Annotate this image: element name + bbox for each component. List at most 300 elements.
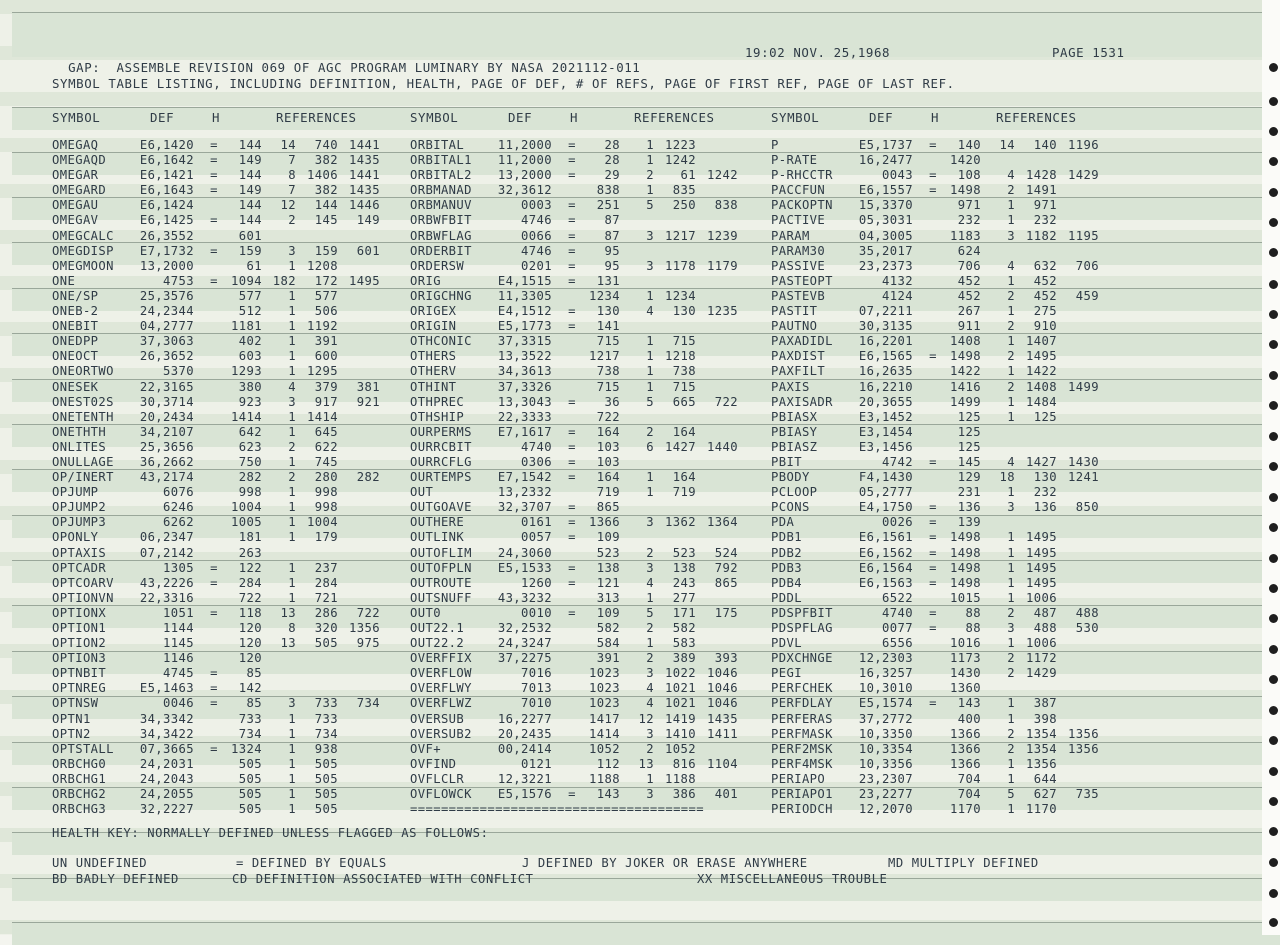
def-cell: E6,1421 [139, 168, 194, 183]
last-ref-cell: 1046 [707, 681, 738, 696]
last-ref-cell: 488 [1075, 605, 1099, 620]
first-ref-cell: 1414 [307, 409, 338, 424]
first-ref-cell: 1004 [307, 515, 338, 530]
first-ref-cell: 582 [672, 621, 696, 635]
def-page-cell: 140 [957, 138, 981, 152]
def-page-cell: 734 [238, 726, 262, 741]
health-cell: = [929, 621, 937, 635]
ref-count-cell: 4 [288, 379, 296, 394]
def-cell: 05,2777 [858, 485, 913, 500]
def-cell: E4,1515 [497, 273, 552, 288]
def-page-cell: 103 [596, 454, 620, 469]
ref-count-cell: 1 [1007, 409, 1015, 424]
first-ref-cell: 145 [314, 213, 338, 228]
key-badly: BD BADLY DEFINED [52, 872, 179, 886]
health-cell: = [568, 787, 576, 802]
def-page-cell: 144 [238, 213, 262, 228]
ref-count-cell: 1 [1007, 485, 1015, 500]
def-cell: 0201 [521, 258, 552, 273]
symbol-cell: ONEB-2 [52, 304, 99, 319]
symbol-cell: ORBITAL2 [410, 168, 472, 183]
first-ref-cell: 506 [314, 304, 338, 319]
ref-count-cell: 1 [288, 560, 296, 575]
def-page-cell: 88 [965, 621, 981, 635]
table-row [52, 742, 1212, 757]
first-ref-cell: 1188 [665, 771, 696, 786]
def-page-cell: 120 [238, 621, 262, 635]
first-ref-cell: 1406 [307, 168, 338, 183]
def-cell: 10,3350 [858, 726, 913, 741]
def-cell: 24,3060 [497, 545, 552, 560]
def-page-cell: 391 [596, 651, 620, 666]
def-cell: 20,3655 [858, 394, 913, 409]
symbol-table [52, 138, 1212, 817]
def-page-cell: 149 [238, 153, 262, 168]
first-ref-cell: 1354 [1026, 741, 1057, 756]
def-page-cell: 505 [238, 787, 262, 802]
def-page-cell: 1416 [950, 379, 981, 394]
symbol-cell: PERFCHEK [771, 681, 833, 696]
feed-hole [1269, 248, 1278, 257]
last-ref-cell: 1435 [349, 153, 380, 168]
symbol-cell: PASTEOPT [771, 273, 833, 288]
symbol-cell: PACTIVE [771, 213, 826, 228]
first-ref-cell: 505 [314, 787, 338, 802]
def-cell: 0066 [521, 228, 552, 243]
first-ref-cell: 1495 [1026, 575, 1057, 590]
ref-count-cell: 14 [280, 138, 296, 152]
first-ref-cell: 284 [314, 575, 338, 590]
table-row [52, 727, 1212, 742]
first-ref-cell: 505 [314, 636, 338, 651]
last-ref-cell: 735 [1075, 787, 1099, 802]
def-page-cell: 624 [957, 243, 981, 258]
symbol-cell: OMEGCALC [52, 228, 114, 243]
def-page-cell: 582 [596, 621, 620, 635]
first-ref-cell: 622 [314, 439, 338, 454]
ref-count-cell: 4 [646, 696, 654, 711]
def-cell: 7010 [521, 696, 552, 711]
symbol-cell: P-RHCCTR [771, 168, 833, 183]
last-ref-cell: 1235 [707, 304, 738, 319]
col1-ref-header: REFERENCES [276, 110, 357, 125]
def-page-cell: 164 [596, 424, 620, 439]
def-cell: 32,3707 [497, 500, 552, 515]
last-ref-cell: 1435 [349, 183, 380, 198]
def-cell: 13,2332 [497, 485, 552, 500]
symbol-cell: ORBCHG0 [52, 756, 107, 771]
def-cell: 4746 [521, 213, 552, 228]
symbol-cell: ONETENTH [52, 409, 114, 424]
ref-count-cell: 4 [1007, 258, 1015, 273]
health-cell: = [929, 575, 937, 590]
first-ref-cell: 452 [1033, 273, 1057, 288]
def-cell: E6,1563 [858, 575, 913, 590]
def-page-cell: 1498 [950, 575, 981, 590]
ref-count-cell: 1 [1007, 575, 1015, 590]
symbol-cell: PAXFILT [771, 364, 826, 379]
table-row [52, 621, 1212, 636]
health-cell: = [929, 545, 937, 560]
ref-count-cell: 1 [1007, 273, 1015, 288]
ref-count-cell: 1 [288, 288, 296, 303]
symbol-cell: PERFERAS [771, 711, 833, 726]
health-cell: = [568, 605, 576, 620]
ref-count-cell: 1 [1007, 756, 1015, 771]
first-ref-cell: 1006 [1026, 590, 1057, 605]
table-row [52, 681, 1212, 696]
symbol-cell: ORBWFBIT [410, 213, 472, 228]
key-conflict: CD DEFINITION ASSOCIATED WITH CONFLICT [232, 872, 534, 886]
symbol-cell: PDA [771, 515, 795, 530]
def-cell: 4740 [521, 439, 552, 454]
health-cell: = [210, 243, 218, 258]
first-ref-cell: 382 [314, 183, 338, 198]
def-cell: 0057 [521, 530, 552, 545]
ref-count-cell: 3 [646, 228, 654, 243]
health-cell: = [568, 500, 576, 515]
table-row [52, 395, 1212, 410]
health-cell: = [929, 515, 937, 530]
ref-count-cell: 3 [1007, 500, 1015, 515]
symbol-cell: OUT0 [410, 605, 441, 620]
def-page-cell: 584 [596, 636, 620, 651]
symbol-cell: OTHINT [410, 379, 457, 394]
symbol-cell: OVF+ [410, 741, 441, 756]
symbol-cell: PDB1 [771, 530, 802, 545]
symbol-cell: PERIODCH [771, 802, 833, 817]
first-ref-cell: 1172 [1026, 651, 1057, 666]
first-ref-cell: 250 [672, 198, 696, 213]
def-cell: 4753 [163, 273, 194, 288]
first-ref-cell: 645 [314, 424, 338, 439]
ref-count-cell: 1 [646, 138, 654, 152]
def-cell: 34,3613 [497, 364, 552, 379]
first-ref-cell: 738 [672, 364, 696, 379]
symbol-cell: OMEGDISP [52, 243, 114, 258]
def-page-cell: 838 [596, 183, 620, 198]
last-ref-cell: 1364 [707, 515, 738, 530]
col1-h-header: H [212, 110, 221, 125]
def-cell: 16,2277 [497, 711, 552, 726]
first-ref-cell: 398 [1033, 711, 1057, 726]
first-ref-cell: 938 [314, 741, 338, 756]
health-cell: = [210, 168, 218, 183]
ref-count-cell: 1 [646, 485, 654, 500]
def-page-cell: 1183 [950, 228, 981, 243]
ref-count-cell: 1 [1007, 560, 1015, 575]
def-page-cell: 1324 [231, 741, 262, 756]
last-ref-cell: 1440 [707, 439, 738, 454]
health-cell: = [929, 560, 937, 575]
ref-count-cell: 1 [646, 183, 654, 198]
def-cell: 16,2210 [858, 379, 913, 394]
first-ref-cell: 1006 [1026, 636, 1057, 651]
def-page-cell: 143 [957, 696, 981, 711]
ref-count-cell: 1 [288, 424, 296, 439]
first-ref-cell: 286 [314, 605, 338, 620]
last-ref-cell: 175 [714, 605, 738, 620]
ref-count-cell: 2 [1007, 183, 1015, 198]
def-page-cell: 141 [596, 319, 620, 334]
def-page-cell: 601 [238, 228, 262, 243]
feed-hole [1269, 797, 1278, 806]
col2-def-header: DEF [508, 110, 533, 125]
first-ref-cell: 1170 [1026, 802, 1057, 817]
table-row [52, 198, 1212, 213]
def-cell: E5,1576 [497, 787, 552, 802]
table-row [52, 319, 1212, 334]
health-cell: = [568, 138, 576, 152]
def-page-cell: 523 [596, 545, 620, 560]
ref-count-cell: 6 [646, 439, 654, 454]
symbol-cell: OVFLCLR [410, 771, 465, 786]
symbol-cell: OVFIND [410, 756, 457, 771]
last-ref-cell: 1242 [707, 168, 738, 183]
table-row [52, 561, 1212, 576]
def-cell: 04,2777 [139, 319, 194, 334]
def-cell: 23,2277 [858, 787, 913, 802]
symbol-cell: OUTHERE [410, 515, 465, 530]
table-row [52, 168, 1212, 183]
symbol-cell: OVERFLOW [410, 666, 472, 681]
def-page-cell: 181 [238, 530, 262, 545]
first-ref-cell: 237 [314, 560, 338, 575]
def-page-cell: 1094 [231, 273, 262, 288]
first-ref-cell: 734 [314, 726, 338, 741]
def-page-cell: 28 [604, 153, 620, 168]
def-cell: 16,2477 [858, 153, 913, 168]
def-page-cell: 911 [957, 319, 981, 334]
def-page-cell: 719 [596, 485, 620, 500]
ref-count-cell: 2 [1007, 288, 1015, 303]
table-row [52, 470, 1212, 485]
def-cell: 16,2635 [858, 364, 913, 379]
ref-count-cell: 1 [646, 288, 654, 303]
def-cell: 22,3165 [139, 379, 194, 394]
def-page-cell: 380 [238, 379, 262, 394]
symbol-cell: OUTSNUFF [410, 590, 472, 605]
ref-count-cell: 1 [288, 364, 296, 379]
def-page-cell: 125 [957, 439, 981, 454]
first-ref-cell: 1242 [665, 153, 696, 168]
symbol-cell: OVERFLWZ [410, 696, 472, 711]
first-ref-cell: 835 [672, 183, 696, 198]
ref-count-cell: 4 [646, 681, 654, 696]
ref-count-cell: 1 [288, 485, 296, 500]
ref-count-cell: 1 [288, 454, 296, 469]
ref-count-cell: 1 [288, 500, 296, 515]
ref-count-cell: 5 [646, 605, 654, 620]
def-page-cell: 577 [238, 288, 262, 303]
def-page-cell: 750 [238, 454, 262, 469]
def-page-cell: 143 [596, 787, 620, 802]
first-ref-cell: 627 [1033, 787, 1057, 802]
def-cell: 0010 [521, 605, 552, 620]
def-page-cell: 1414 [589, 726, 620, 741]
def-page-cell: 400 [957, 711, 981, 726]
last-ref-cell: 393 [714, 651, 738, 666]
last-ref-cell: 975 [356, 636, 380, 651]
def-cell: 20,2434 [139, 409, 194, 424]
def-cell: 13,3043 [497, 394, 552, 409]
def-page-cell: 1366 [950, 726, 981, 741]
first-ref-cell: 1021 [665, 681, 696, 696]
ref-count-cell: 1 [288, 756, 296, 771]
table-row [52, 274, 1212, 289]
first-ref-cell: 1495 [1026, 545, 1057, 560]
ref-count-cell: 2 [1007, 741, 1015, 756]
symbol-cell: ORBITAL1 [410, 153, 472, 168]
first-ref-cell: 816 [672, 756, 696, 771]
symbol-cell: OURPERMS [410, 424, 472, 439]
symbol-cell: PACKOPTN [771, 198, 833, 213]
table-row [52, 636, 1212, 651]
def-page-cell: 1181 [231, 319, 262, 334]
symbol-cell: PDVL [771, 636, 802, 651]
def-cell: 07,2142 [139, 545, 194, 560]
ref-count-cell: 3 [646, 560, 654, 575]
def-cell: 36,2662 [139, 454, 194, 469]
table-row [52, 576, 1212, 591]
first-ref-cell: 1484 [1026, 394, 1057, 409]
table-row [52, 244, 1212, 259]
health-cell: = [210, 696, 218, 711]
def-cell: 6262 [163, 515, 194, 530]
symbol-cell: OTHERV [410, 364, 457, 379]
symbol-cell: OTHERS [410, 349, 457, 364]
def-page-cell: 1498 [950, 349, 981, 364]
tractor-feed-strip [1262, 0, 1280, 935]
symbol-cell: OMEGAV [52, 213, 99, 228]
def-cell: 00,2414 [497, 741, 552, 756]
last-ref-cell: 1241 [1068, 470, 1099, 485]
ref-count-cell: 1 [646, 470, 654, 485]
col3-h-header: H [931, 110, 940, 125]
symbol-cell: ONE/SP [52, 288, 99, 303]
def-cell: 0046 [163, 696, 194, 711]
ref-count-cell: 7 [288, 153, 296, 168]
symbol-cell: OPTIONX [52, 605, 107, 620]
last-ref-cell: 1046 [707, 666, 738, 681]
health-cell: = [929, 530, 937, 545]
health-cell: = [568, 273, 576, 288]
first-ref-cell: 1408 [1026, 379, 1057, 394]
symbol-cell: OTHSHIP [410, 409, 465, 424]
def-page-cell: 1293 [231, 364, 262, 379]
symbol-cell: PERFMASK [771, 726, 833, 741]
table-row [52, 696, 1212, 711]
feed-hole [1269, 462, 1278, 471]
last-ref-cell: 601 [356, 243, 380, 258]
ref-count-cell: 4 [646, 575, 654, 590]
ref-count-cell: 1 [646, 349, 654, 364]
col3-ref-header: REFERENCES [996, 110, 1077, 125]
ref-count-cell: 1 [288, 530, 296, 545]
symbol-cell: ONEBIT [52, 319, 99, 334]
def-cell: 16,2201 [858, 334, 913, 349]
ref-count-cell: 1 [288, 575, 296, 590]
last-ref-cell: 1196 [1068, 138, 1099, 152]
def-page-cell: 109 [596, 530, 620, 545]
first-ref-cell: 1354 [1026, 726, 1057, 741]
def-cell: 24,2055 [139, 787, 194, 802]
first-ref-cell: 715 [672, 379, 696, 394]
symbol-cell: OURTEMPS [410, 470, 472, 485]
first-ref-cell: 452 [1033, 288, 1057, 303]
first-ref-cell: 1192 [307, 319, 338, 334]
def-cell: 11,3305 [497, 288, 552, 303]
def-cell: E5,1737 [858, 138, 913, 152]
ref-count-cell: 2 [1007, 605, 1015, 620]
def-page-cell: 108 [957, 168, 981, 183]
def-cell: 0161 [521, 515, 552, 530]
symbol-cell: OTHCONIC [410, 334, 472, 349]
def-cell: 30,3135 [858, 319, 913, 334]
first-ref-cell: 665 [672, 394, 696, 409]
ref-count-cell: 1 [1007, 304, 1015, 319]
first-ref-cell: 130 [672, 304, 696, 319]
def-page-cell: 998 [238, 485, 262, 500]
symbol-cell: ONEST02S [52, 394, 114, 409]
table-row [52, 772, 1212, 787]
table-row [52, 229, 1212, 244]
first-ref-cell: 600 [314, 349, 338, 364]
table-row [52, 304, 1212, 319]
symbol-cell: OPTNSW [52, 696, 99, 711]
symbol-cell: PAXADIDL [771, 334, 833, 349]
health-cell: = [568, 575, 576, 590]
first-ref-cell: 1052 [665, 741, 696, 756]
ref-count-cell: 5 [646, 198, 654, 213]
ref-count-cell: 4 [1007, 168, 1015, 183]
health-cell: = [929, 349, 937, 364]
health-cell: = [929, 454, 937, 469]
def-cell: 22,3333 [497, 409, 552, 424]
def-cell: 24,2344 [139, 304, 194, 319]
def-cell: 5370 [163, 364, 194, 379]
def-cell: 35,2017 [858, 243, 913, 258]
symbol-cell: OVERSUB [410, 711, 465, 726]
symbol-cell: OPJUMP3 [52, 515, 107, 530]
def-page-cell: 142 [238, 681, 262, 696]
ref-count-cell: 1 [646, 590, 654, 605]
def-cell: E6,1425 [139, 213, 194, 228]
def-cell: E7,1542 [497, 470, 552, 485]
ref-count-cell: 3 [288, 394, 296, 409]
symbol-cell: PDSPFBIT [771, 605, 833, 620]
def-cell: 24,3247 [497, 636, 552, 651]
health-cell: = [568, 454, 576, 469]
ref-count-cell: 1 [288, 319, 296, 334]
def-cell: 12,2070 [858, 802, 913, 817]
ref-count-cell: 3 [288, 696, 296, 711]
symbol-cell: OPTION3 [52, 651, 107, 666]
first-ref-cell: 998 [314, 500, 338, 515]
feed-hole [1269, 918, 1278, 927]
def-page-cell: 722 [596, 409, 620, 424]
first-ref-cell: 715 [672, 334, 696, 349]
def-page-cell: 149 [238, 183, 262, 198]
def-cell: 6076 [163, 485, 194, 500]
ref-count-cell: 3 [646, 787, 654, 802]
def-cell: 13,3522 [497, 349, 552, 364]
last-ref-cell: 1356 [349, 621, 380, 635]
first-ref-cell: 379 [314, 379, 338, 394]
ref-count-cell: 2 [646, 424, 654, 439]
health-cell: = [568, 228, 576, 243]
health-cell: = [568, 560, 576, 575]
